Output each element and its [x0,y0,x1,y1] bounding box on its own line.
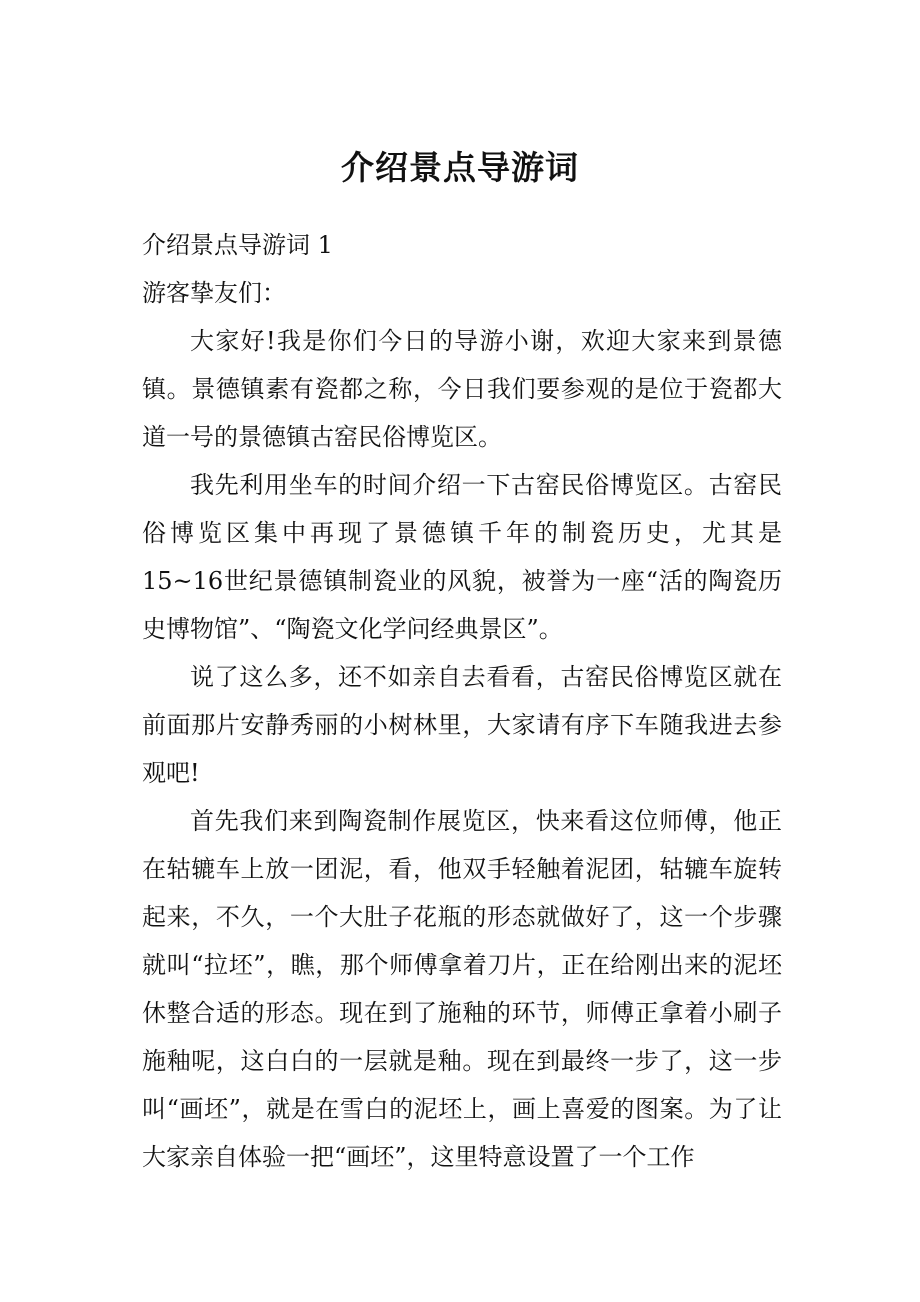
paragraph-ceramic-workshop: 首先我们来到陶瓷制作展览区，快来看这位师傅，他正在轱辘车上放一团泥，看，他双手轻触着泥团，轱辘车旋转起来，不久，一个大肚子花瓶的形态就做好了，这一个步骤就叫“拉坯”，瞧，那个师傅拿着刀片，正在给刚出来的泥坯休整合适的形态。现在到了施釉的环节，师傅正拿着小刷子施釉呢，这白白的一层就是釉。现在到最终一步了，这一步叫“画坯”，就是在雪白的泥坯上，画上喜爱的图案。为了让大家亲自体验一把“画坯”，这里特意设置了一个工作 [142,807,782,1171]
paragraph-introduction: 我先利用坐车的时间介绍一下古窑民俗博览区。古窑民俗博览区集中再现了景德镇千年的制瓷历史，尤其是 15~16世纪景德镇制瓷业的风貌，被誉为一座“活的陶瓷历史博物馆”、“陶瓷文化学问经典景区”。 [142,471,782,643]
greeting-line: 游客挚友们： [142,279,286,307]
document-title: 介绍景点导游词 [341,148,579,187]
document-body [142,221,782,1181]
paragraph-get-off-bus: 说了这么多，还不如亲自去看看，古窑民俗博览区就在前面那片安静秀丽的小树林里，大家请有序下车随我进去参观吧! [142,663,782,787]
paragraph-welcome: 大家好!我是你们今日的导游小谢，欢迎大家来到景德镇。景德镇素有瓷都之称，今日我们要参观的是位于瓷都大道一号的景德镇古窑民俗博览区。 [142,327,782,451]
section-heading: 介绍景点导游词 1 [142,231,333,259]
